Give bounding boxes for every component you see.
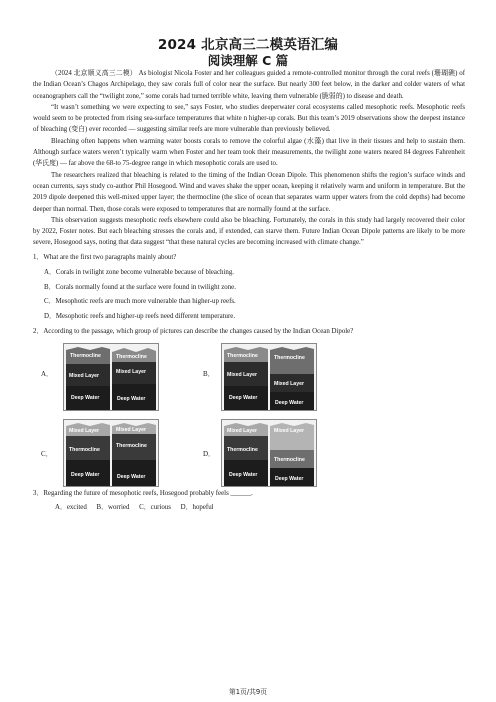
- question-1-option-b: B．Corals normally found at the surface were found in twilight zone.: [44, 283, 236, 291]
- a-right-mixed-label: Mixed Layer: [116, 368, 146, 375]
- b-right-thermocline-label: Thermocline: [274, 354, 305, 361]
- option-a-letter: A．: [41, 369, 54, 378]
- a-left-thermocline-label: Thermocline: [70, 352, 101, 359]
- passage-paragraph-3: Bleaching often happens when warming water boosts corals to remove the colorful algae (水藻) that live in their tissues and help to sustain them. Although surface waters weren’t typically warm when Foster and her team took their measurements, the twilight zone waters neared 84 degrees Fahrenheit (华氏度) — far above the 68-to 75-degree range in which mesophotic corals are used to.: [33, 137, 465, 168]
- d-left-mixed-label: Mixed Layer: [227, 427, 257, 434]
- d-left-thermocline-label: Thermocline: [227, 446, 258, 453]
- passage-paragraph-1: （2024 北京顺义高三二模） As biologist Nicola Foster and her colleagues guided a remote-controlled monitor through the coral reefs (珊瑚礁) of the Indian Ocean’s Chagos Archipelago, they saw corals full of color near the surface. But nearly 300 feet below, in the darker and colder waters of what oceanographers call the “twilight zone,” some corals had turned terrible white, leaving them vulnerable (脆弱的) to disease and death.: [33, 70, 465, 100]
- question-1-option-a: A．Corals in twilight zone become vulnerable because of bleaching.: [44, 268, 235, 276]
- question-3-option-b: B．worried: [96, 504, 130, 512]
- diagram-d: [221, 419, 317, 487]
- page-footer: 第1页/共9页: [228, 688, 268, 696]
- a-right-deep-label: Deep Water: [117, 395, 146, 402]
- b-right-mixed-label: Mixed Layer: [274, 380, 304, 387]
- question-3-options: [33, 502, 465, 513]
- option-c-letter: C．: [41, 449, 53, 458]
- b-left-deep-label: Deep Water: [229, 394, 258, 401]
- question-2-stem: 2．According to the passage, which group of pictures can describe the changes caused by the Indian Ocean Dipole?: [33, 327, 354, 335]
- option-b-letter: B．: [203, 369, 215, 378]
- d-right-thermocline-label: Thermocline: [274, 456, 305, 463]
- page-title: 2024 北京高三二模英语汇编: [157, 37, 339, 53]
- c-left-mixed-label: Mixed Layer: [69, 427, 99, 434]
- b-left-mixed-label: Mixed Layer: [227, 371, 257, 378]
- a-left-deep-label: Deep Water: [71, 394, 100, 401]
- d-right-mixed-label: Mixed Layer: [274, 427, 304, 434]
- a-right-thermocline-label: Thermocline: [116, 353, 147, 360]
- diagram-b: [221, 343, 317, 411]
- passage-paragraph-4: The researchers realized that bleaching is related to the timing of the Indian Ocean Dipole. This phenomenon shifts the region’s surface winds and ocean currents, says study co-author Phil Hosegood. Wind and waves shake the upper ocean, keeping it relatively warm and uniform in temperature. But the 2019 dipole deepened this well-mixed upper layer; the thermocline (the slice of ocean that separates warm upper waters from the cold depths) had become deeper than normal. Then, those corals were exposed to temperatures that are normally found at the surface.: [33, 171, 465, 213]
- question-1-stem: 1．What are the first two paragraphs mainly about?: [33, 253, 177, 261]
- passage-paragraph-2: “It wasn’t something we were expecting to see,” says Foster, who studies deeperwater coral ecosystems called mesophotic reefs. Mesophotic reefs would seem to be protected from rising sea-surface temperatures that white n higher-up corals. But this team’s 2019 observations show the deepest instance of bleaching (变白) ever recorded — suggesting similar reefs are more vulnerable than previously believed.: [33, 103, 465, 134]
- question-3-option-d: D．hopeful: [180, 504, 214, 512]
- b-right-deep-label: Deep Water: [275, 399, 304, 406]
- c-left-deep-label: Deep Water: [71, 471, 100, 478]
- diagram-c: [63, 419, 159, 487]
- option-d-letter: D．: [203, 449, 216, 458]
- diagram-a: [63, 343, 159, 411]
- c-right-mixed-label: Mixed Layer: [116, 426, 146, 433]
- d-right-deep-label: Deep Water: [275, 475, 304, 482]
- question-1-option-d: D．Mesophotic reefs and higher-up reefs need different temperature.: [44, 313, 236, 321]
- c-right-thermocline-label: Thermocline: [116, 442, 147, 449]
- page-subtitle: 阅读理解 C 篇: [207, 53, 289, 68]
- b-left-thermocline-label: Thermocline: [227, 352, 258, 359]
- document-body: [33, 68, 465, 514]
- question-3-stem: 3．Regarding the future of mesophotic reefs, Hosegood probably feels ______.: [33, 489, 253, 497]
- question-1-option-c: C．Mesophotic reefs are much more vulnerable than higher-up reefs.: [44, 298, 236, 306]
- d-left-deep-label: Deep Water: [229, 471, 258, 478]
- question-3-option-a: A．excited: [55, 504, 87, 512]
- a-left-mixed-label: Mixed Layer: [69, 372, 99, 379]
- question-3-option-c: C．curious: [139, 504, 171, 512]
- c-left-thermocline-label: Thermocline: [69, 446, 100, 453]
- passage-paragraph-5: This observation suggests mesophotic reefs elsewhere could also be bleaching. Fortunately, the corals in this study had largely recovered their color by 2022, Foster notes. But each bleaching stresses the corals and, if extended, can starve them. Future Indian Ocean Dipole patterns are likely to be more severe, Hosegood says, noting that data suggest “that these natural cycles are becoming increased with climate change.”: [33, 216, 465, 247]
- question-2-diagrams: [33, 341, 465, 485]
- c-right-deep-label: Deep Water: [117, 473, 146, 480]
